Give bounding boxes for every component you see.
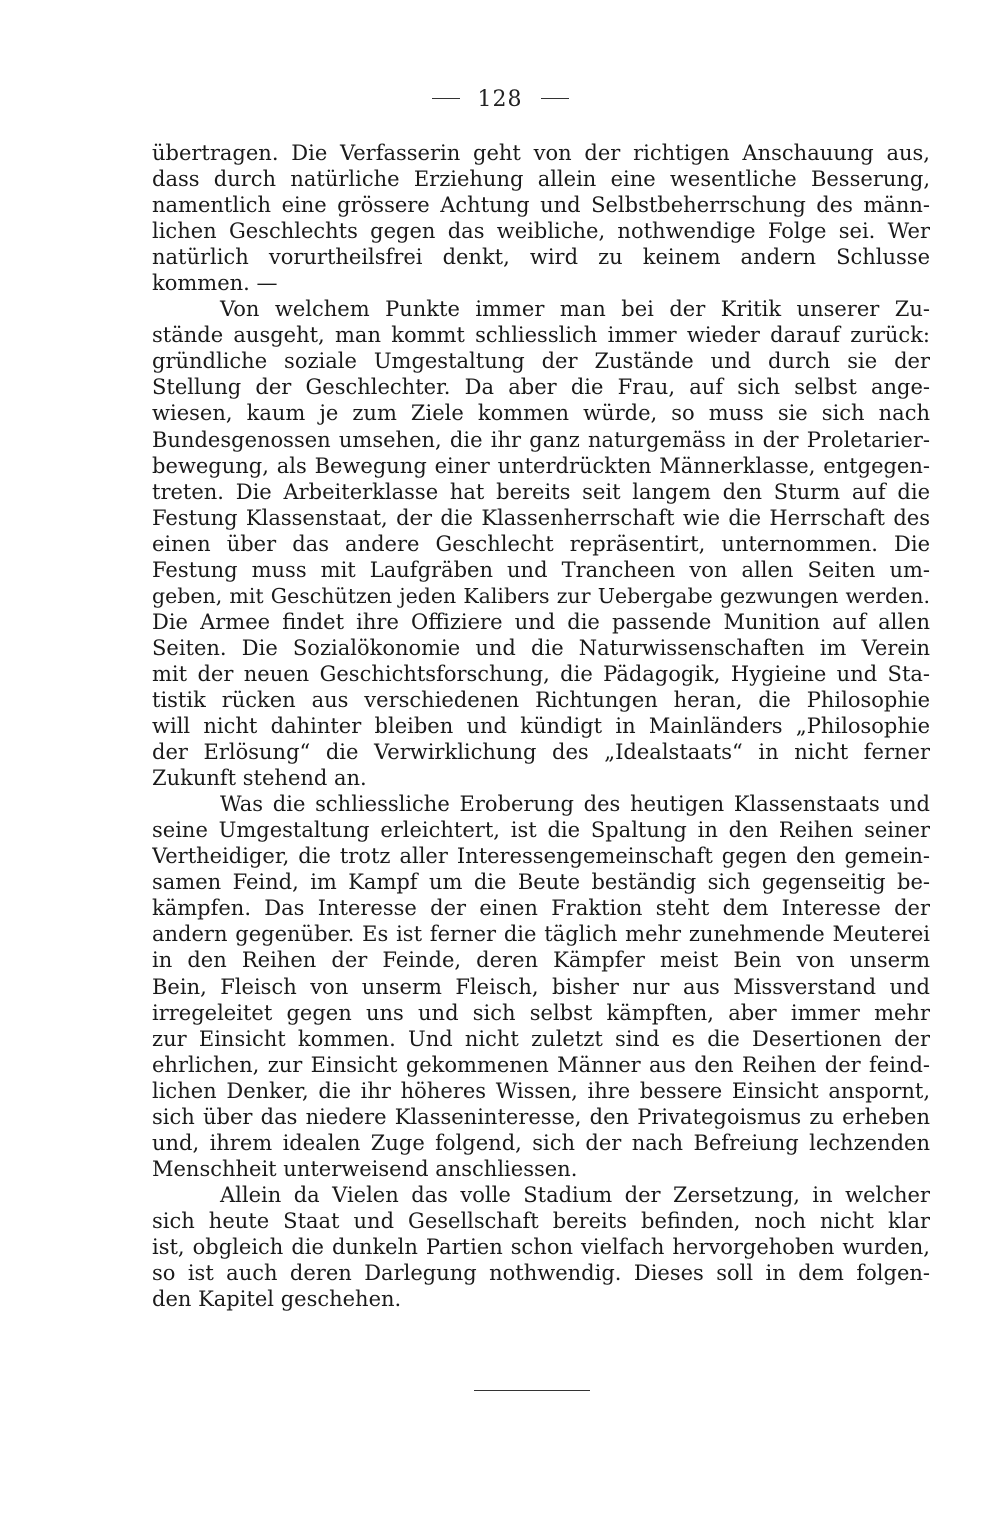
- text-line: irregeleitet gegen uns und sich selbst kämpften, aber immer mehr: [152, 1000, 930, 1025]
- text-line: Was die schliessliche Eroberung des heutigen Klassenstaats und: [220, 792, 930, 817]
- text-line: geben, mit Geschützen jeden Kalibers zur Uebergabe gezwungen werden.: [152, 583, 930, 608]
- header-dash-left: [432, 98, 460, 99]
- text-line: stände ausgeht, man kommt schliesslich immer wieder darauf zurück:: [152, 323, 930, 348]
- text-line: Allein da Vielen das volle Stadium der Zersetzung, in welcher: [220, 1182, 930, 1207]
- text-line: den Kapitel geschehen.: [152, 1287, 402, 1312]
- header-dash-right: [541, 98, 569, 99]
- text-line: lichen Geschlechts gegen das weibliche, nothwendige Folge sei. Wer: [152, 219, 930, 244]
- text-line: mit der neuen Geschichtsforschung, die Pädagogik, Hygieine und Sta-: [152, 661, 930, 686]
- text-line: kämpfen. Das Interesse der einen Fraktion steht dem Interesse der: [152, 896, 930, 921]
- text-line: Festung muss mit Laufgräben und Trancheen von allen Seiten um-: [152, 557, 930, 582]
- text-line: und, ihrem idealen Zuge folgend, sich der nach Befreiung lechzenden: [152, 1130, 930, 1155]
- text-line: Menschheit unterweisend anschliessen.: [152, 1156, 578, 1181]
- text-line: einen über das andere Geschlecht repräsentirt, unternommen. Die: [152, 531, 930, 556]
- text-line: gründliche soziale Umgestaltung der Zustände und durch sie der: [152, 349, 930, 374]
- text-line: natürlich vorurtheilsfrei denkt, wird zu keinem andern Schlusse: [152, 245, 930, 270]
- section-end-rule: [474, 1390, 590, 1391]
- text-line: tistik rücken aus verschiedenen Richtungen heran, die Philosophie: [152, 687, 930, 712]
- text-line: lichen Denker, die ihr höheres Wissen, ihre bessere Einsicht anspornt,: [152, 1078, 930, 1103]
- text-line: sich über das niedere Klasseninteresse, den Privategoismus zu erheben: [152, 1104, 930, 1129]
- text-line: Vertheidiger, die trotz aller Interessengemeinschaft gegen den gemein-: [152, 844, 930, 869]
- text-line: Von welchem Punkte immer man bei der Kritik unserer Zu-: [220, 297, 930, 322]
- text-line: in den Reihen der Feinde, deren Kämpfer meist Bein von unserm: [152, 948, 930, 973]
- text-line: Stellung der Geschlechter. Da aber die Frau, auf sich selbst ange-: [152, 375, 930, 400]
- page-number: 128: [477, 87, 523, 112]
- text-line: kommen. —: [152, 271, 278, 296]
- body-text: [152, 140, 930, 1312]
- text-line: namentlich eine grössere Achtung und Selbstbeherrschung des männ-: [152, 193, 930, 218]
- text-line: dass durch natürliche Erziehung allein eine wesentliche Besserung,: [152, 167, 930, 192]
- text-line: wiesen, kaum je zum Ziele kommen würde, so muss sie sich nach: [152, 401, 930, 426]
- text-line: sich heute Staat und Gesellschaft bereits befinden, noch nicht klar: [152, 1208, 930, 1233]
- text-line: der Erlösung“ die Verwirklichung des „Idealstaats“ in nicht ferner: [152, 740, 930, 765]
- text-line: so ist auch deren Darlegung nothwendig. Dieses soll in dem folgen-: [152, 1261, 930, 1286]
- text-line: ehrlichen, zur Einsicht gekommenen Männer aus den Reihen der feind-: [152, 1052, 930, 1077]
- text-line: andern gegenüber. Es ist ferner die täglich mehr zunehmende Meuterei: [152, 922, 930, 947]
- text-line: bewegung, als Bewegung einer unterdrückten Männerklasse, entgegen-: [152, 453, 930, 478]
- text-line: Die Armee findet ihre Offiziere und die passende Munition auf allen: [152, 609, 930, 634]
- text-line: Bundesgenossen umsehen, die ihr ganz naturgemäss in der Proletarier-: [152, 427, 930, 452]
- text-line: Festung Klassenstaat, der die Klassenherrschaft wie die Herrschaft des: [152, 505, 930, 530]
- text-line: seine Umgestaltung erleichtert, ist die Spaltung in den Reihen seiner: [152, 818, 930, 843]
- text-line: zur Einsicht kommen. Und nicht zuletzt sind es die Desertionen der: [152, 1026, 930, 1051]
- text-line: Zukunft stehend an.: [152, 766, 367, 791]
- text-line: übertragen. Die Verfasserin geht von der richtigen Anschauung aus,: [152, 141, 930, 165]
- page-header: [0, 87, 1000, 112]
- text-line: will nicht dahinter bleiben und kündigt in Mainländers „Philosophie: [152, 714, 930, 739]
- text-line: ist, obgleich die dunkeln Partien schon vielfach hervorgehoben wurden,: [152, 1234, 930, 1259]
- text-line: Bein, Fleisch von unserm Fleisch, bisher nur aus Missverstand und: [152, 974, 930, 999]
- text-line: samen Feind, im Kampf um die Beute beständig sich gegenseitig be-: [152, 870, 930, 895]
- text-line: treten. Die Arbeiterklasse hat bereits seit langem den Sturm auf die: [152, 479, 930, 504]
- text-line: Seiten. Die Sozialökonomie und die Naturwissenschaften im Verein: [152, 635, 930, 660]
